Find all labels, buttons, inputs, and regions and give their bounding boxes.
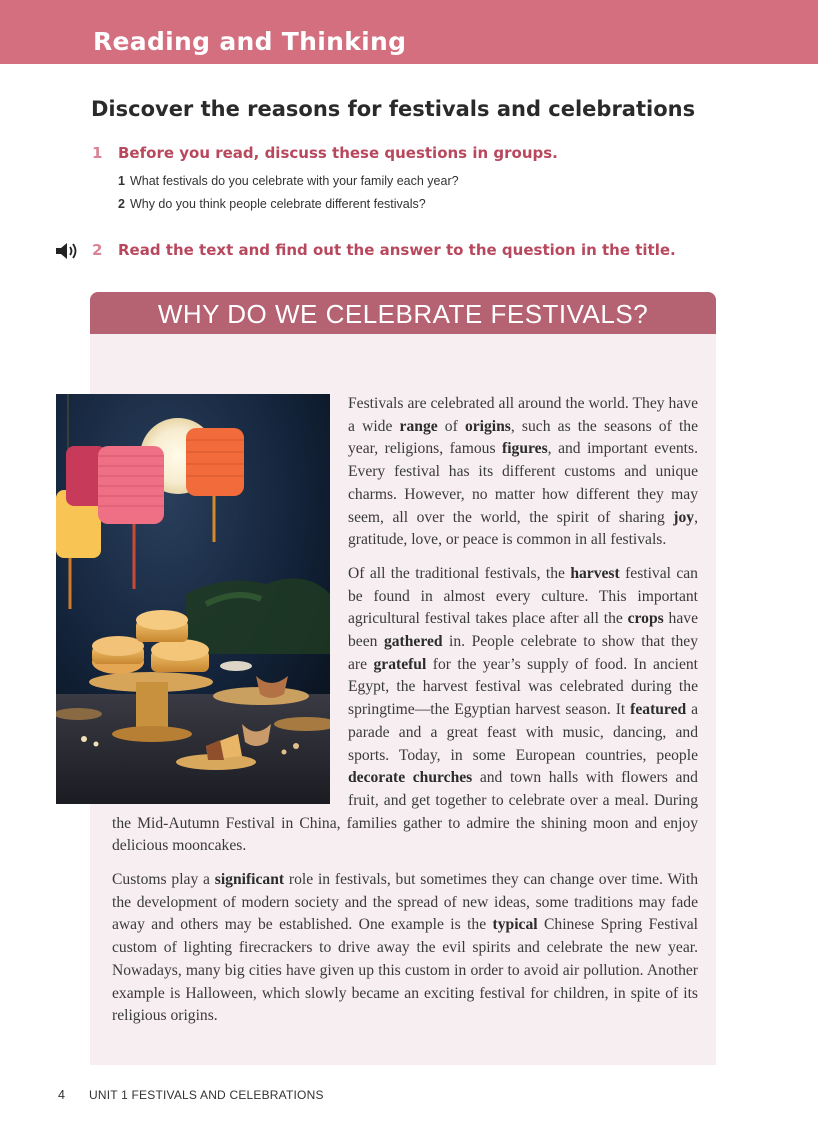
- p1-text-5: , gratitude, love, or peace is common in all festivals.: [348, 508, 698, 549]
- p1-text-3: , such as the seasons of the year, religions, famous: [348, 417, 698, 458]
- p2-text-1: Of all the traditional festivals, the: [348, 564, 571, 582]
- p3-text-1: Customs play a: [112, 871, 215, 889]
- p3-text-3: Chinese Spring Festival custom of lighting firecrackers to drive away the evil spirits and celebrate the new year. Nowadays, many big cities have given up this custom in order to avoid air pollution. Another example is Halloween, which slowly became an exciting festival for children, in spite of its religious origins.: [112, 916, 699, 1025]
- page-heading: Discover the reasons for festivals and celebrations: [91, 97, 696, 121]
- keyword-featured: featured: [630, 701, 687, 719]
- p2-text-7: and town halls with flowers and fruit, and get together to celebrate over a meal. During the Mid-Autumn Festival in China, families gather to admire the shining moon and enjoy delicious mooncakes.: [112, 769, 698, 855]
- section-title: Reading and Thinking: [93, 27, 407, 56]
- p3-text-2: role in festivals, but sometimes they can change over time. With the development of modern society and the spread of new ideas, some traditions may fade away and others may be established. One example is the: [112, 871, 699, 934]
- p1-text-4: , and important events. Every festival has its different customs and unique charms. However, no matter how different they may seem, all over the world, the spirit of sharing: [348, 440, 698, 526]
- question-1-text: What festivals do you celebrate with your family each year?: [129, 174, 459, 188]
- question-1: [118, 174, 459, 188]
- activity-2-number: 2: [92, 241, 103, 259]
- text-title: WHY DO WE CELEBRATE FESTIVALS?: [157, 299, 649, 329]
- keyword-joy: joy: [673, 508, 695, 526]
- p2-text-2: festival can be found in almost every culture. This important agricultural festival takes place after all the: [348, 564, 698, 628]
- keyword-grateful: grateful: [373, 655, 427, 673]
- p2-text-5: for the year’s supply of food. In ancient Egypt, the harvest festival was celebrated during the springtime—the Egyptian harvest season. It: [348, 655, 698, 719]
- p1-text-1: Festivals are celebrated all around the world. They have a wide: [348, 395, 698, 435]
- p2-text-3: have been: [348, 610, 698, 651]
- image-wrap-space: [112, 393, 348, 803]
- article-body: [112, 393, 698, 1039]
- section-banner: [0, 0, 818, 64]
- keyword-crops: crops: [627, 610, 664, 628]
- audio-speaker-icon[interactable]: [55, 242, 79, 260]
- activity-2-instruction: Read the text and find out the answer to the question in the title.: [118, 241, 676, 259]
- question-2-number: 2: [118, 197, 125, 211]
- activity-1-number: 1: [92, 144, 103, 162]
- question-1-number: 1: [118, 174, 125, 188]
- p1-text-2: of: [437, 417, 465, 435]
- question-2-text: Why do you think people celebrate different festivals?: [129, 197, 426, 211]
- keyword-figures: figures: [502, 440, 548, 458]
- keyword-harvest: harvest: [570, 564, 620, 582]
- text-title-bar: [90, 292, 716, 334]
- activity-2: [92, 241, 676, 259]
- keyword-typical: typical: [492, 916, 538, 934]
- activity-1-instruction: Before you read, discuss these questions in groups.: [118, 144, 558, 162]
- unit-label: UNIT 1 FESTIVALS AND CELEBRATIONS: [89, 1088, 324, 1102]
- keyword-significant: significant: [214, 871, 285, 889]
- activity-1: [92, 144, 558, 162]
- keyword-decorate-churches: decorate churches: [348, 769, 473, 787]
- p2-text-6: a parade and a great feast with music, dancing, and sports. Today, in some European countries, people: [348, 701, 698, 764]
- keyword-origins: origins: [464, 417, 511, 435]
- question-2: [118, 197, 426, 211]
- article-paragraph-3: [112, 869, 698, 1028]
- p2-text-4: in. People celebrate to show that they are: [348, 633, 698, 673]
- keyword-range: range: [399, 417, 438, 435]
- page-number: 4: [58, 1088, 65, 1102]
- keyword-gathered: gathered: [383, 633, 443, 651]
